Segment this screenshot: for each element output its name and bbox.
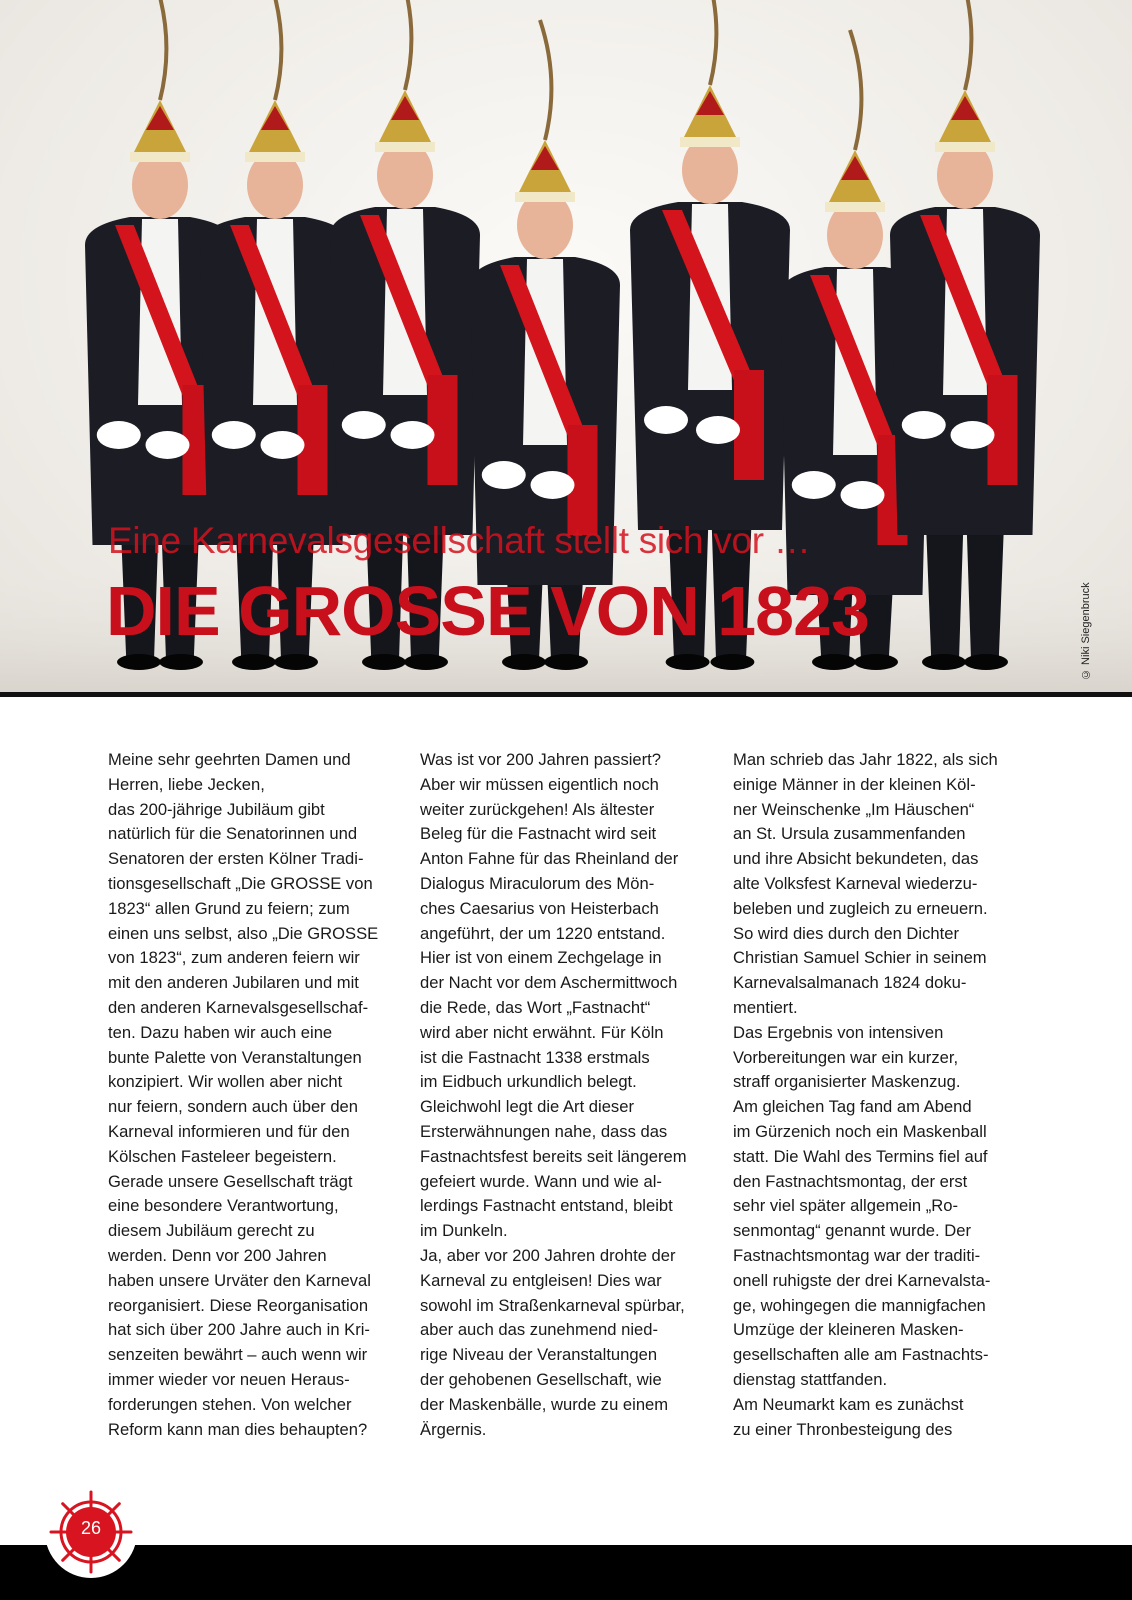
text-line: diesem Jubiläum gerecht zu xyxy=(108,1221,315,1241)
text-line: sehr viel später allgemein „Ro- xyxy=(733,1196,959,1216)
text-line: Senatoren der ersten Kölner Tradi- xyxy=(108,849,364,869)
text-line: und ihre Absicht bekundeten, das xyxy=(733,849,979,869)
hero-divider xyxy=(0,692,1132,697)
text-line: senzeiten bewährt – auch wenn wir xyxy=(108,1345,368,1365)
text-line: Gleichwohl legt die Art dieser xyxy=(420,1097,634,1117)
photo-credit: © Niki Siegenbruck xyxy=(1080,582,1092,680)
text-line: haben unsere Urväter den Karneval xyxy=(108,1270,371,1290)
text-column-2 xyxy=(420,748,720,1442)
text-line: eine besondere Verantwortung, xyxy=(108,1196,339,1216)
text-line: forderungen stehen. Von welcher xyxy=(108,1394,352,1414)
text-line: Beleg für die Fastnacht wird seit xyxy=(420,824,657,844)
text-line: Meine sehr geehrten Damen und xyxy=(108,750,351,769)
text-line: Karneval zu entgleisen! Dies war xyxy=(420,1270,662,1290)
text-line: alte Volksfest Karneval wiederzu- xyxy=(733,873,978,893)
text-line: werden. Denn vor 200 Jahren xyxy=(108,1245,327,1265)
text-line: 1823“ allen Grund zu feiern; zum xyxy=(108,898,350,918)
text-line: den anderen Karnevalsgesellschaf- xyxy=(108,997,369,1017)
text-line: Man schrieb das Jahr 1822, als sich xyxy=(733,750,998,769)
text-line: Karnevalsalmanach 1824 doku- xyxy=(733,973,967,993)
text-line: statt. Die Wahl des Termins fiel auf xyxy=(733,1146,988,1166)
text-line: Karneval informieren und für den xyxy=(108,1121,350,1141)
text-line: So wird dies durch den Dichter xyxy=(733,923,959,943)
text-line: onell ruhigste der drei Karnevalsta- xyxy=(733,1270,991,1290)
page-title: DIE GROSSE VON 1823 xyxy=(106,572,869,650)
text-line: Gerade unsere Gesellschaft trägt xyxy=(108,1171,353,1191)
text-line: angeführt, der um 1220 entstand. xyxy=(420,923,666,943)
text-line: ches Caesarius von Heisterbach xyxy=(420,898,659,918)
text-line: tionsgesellschaft „Die GROSSE von xyxy=(108,873,373,893)
text-line: Anton Fahne für das Rheinland der xyxy=(420,849,679,869)
text-line: die Rede, das Wort „Fastnacht“ xyxy=(420,997,651,1017)
text-line: Am Neumarkt kam es zunächst xyxy=(733,1394,964,1414)
text-line: Herren, liebe Jecken, xyxy=(108,774,265,794)
text-column-3 xyxy=(733,748,1033,1442)
text-line: Ärgernis. xyxy=(420,1419,487,1439)
text-line: Aber wir müssen eigentlich noch xyxy=(420,774,659,794)
text-line: den Fastnachtsmontag, der erst xyxy=(733,1171,968,1191)
text-line: mit den anderen Jubilaren und mit xyxy=(108,973,359,993)
text-line: gesellschaften alle am Fastnachts- xyxy=(733,1345,989,1365)
text-line: Fastnachtsmontag war der traditi- xyxy=(733,1245,981,1265)
text-line: der gehobenen Gesellschaft, wie xyxy=(420,1369,662,1389)
text-line: konzipiert. Wir wollen aber nicht xyxy=(108,1072,343,1092)
text-line: der Maskenbälle, wurde zu einem xyxy=(420,1394,669,1414)
text-line: dienstag stattfanden. xyxy=(733,1369,888,1389)
text-line: ner Weinschenke „Im Häuschen“ xyxy=(733,799,975,819)
text-column-1 xyxy=(108,748,408,1442)
text-line: von 1823“, zum anderen feiern wir xyxy=(108,948,360,968)
text-line: weiter zurückgehen! Als ältester xyxy=(420,799,655,819)
text-line: senmontag“ genannt wurde. Der xyxy=(733,1221,971,1241)
text-line: wird aber nicht erwähnt. Für Köln xyxy=(420,1022,664,1042)
text-line: zu einer Thronbesteigung des xyxy=(733,1419,953,1439)
text-line: lerdings Fastnacht entstand, bleibt xyxy=(420,1196,673,1216)
text-line: hat sich über 200 Jahre auch in Kri- xyxy=(108,1320,370,1340)
text-line: straff organisierter Maskenzug. xyxy=(733,1072,961,1092)
text-line: Ja, aber vor 200 Jahren drohte der xyxy=(420,1245,676,1265)
text-line: im Eidbuch urkundlich belegt. xyxy=(420,1072,637,1092)
text-line: Christian Samuel Schier in seinem xyxy=(733,948,987,968)
text-line: Vorbereitungen war ein kurzer, xyxy=(733,1047,959,1067)
text-line: Dialogus Miraculorum des Mön- xyxy=(420,873,655,893)
text-line: aber auch das zunehmend nied- xyxy=(420,1320,659,1340)
text-line: Hier ist von einem Zechgelage in xyxy=(420,948,662,968)
text-line: mentiert. xyxy=(733,997,798,1017)
text-line: einen uns selbst, also „Die GROSSE xyxy=(108,923,379,943)
text-line: Das Ergebnis von intensiven xyxy=(733,1022,944,1042)
text-line: Reform kann man dies behaupten? xyxy=(108,1419,368,1439)
text-line: reorganisiert. Diese Reorganisation xyxy=(108,1295,369,1315)
text-line: bunte Palette von Veranstaltungen xyxy=(108,1047,362,1067)
subtitle: Eine Karnevalsgesellschaft stellt sich vor … xyxy=(108,520,811,561)
text-line: der Nacht vor dem Aschermittwoch xyxy=(420,973,678,993)
text-line: Was ist vor 200 Jahren passiert? xyxy=(420,750,662,769)
text-line: Ersterwähnungen nahe, dass das xyxy=(420,1121,668,1141)
text-line: ten. Dazu haben wir auch eine xyxy=(108,1022,333,1042)
text-line: einige Männer in der kleinen Köl- xyxy=(733,774,976,794)
text-line: immer wieder vor neuen Heraus- xyxy=(108,1369,350,1389)
text-line: nur feiern, sondern auch über den xyxy=(108,1097,359,1117)
text-line: beleben und zugleich zu erneuern. xyxy=(733,898,988,918)
page-number: 26 xyxy=(80,1518,102,1538)
text-line: Am gleichen Tag fand am Abend xyxy=(733,1097,972,1117)
text-line: im Gürzenich noch ein Maskenball xyxy=(733,1121,987,1141)
text-line: das 200-jährige Jubiläum gibt xyxy=(108,799,325,819)
text-line: Kölschen Fasteleer begeistern. xyxy=(108,1146,337,1166)
text-line: ist die Fastnacht 1338 erstmals xyxy=(420,1047,650,1067)
text-line: sowohl im Straßenkarneval spürbar, xyxy=(420,1295,685,1315)
text-line: natürlich für die Senatorinnen und xyxy=(108,824,358,844)
text-line: im Dunkeln. xyxy=(420,1221,508,1241)
text-line: ge, wohingegen die mannigfachen xyxy=(733,1295,986,1315)
text-line: Umzüge der kleineren Masken- xyxy=(733,1320,964,1340)
text-line: gefeiert wurde. Wann und wie al- xyxy=(420,1171,662,1191)
text-line: rige Niveau der Veranstaltungen xyxy=(420,1345,658,1365)
hero-photo xyxy=(0,0,1132,692)
footer-bar xyxy=(0,1545,1132,1600)
text-line: Fastnachtsfest bereits seit längerem xyxy=(420,1146,687,1166)
text-line: an St. Ursula zusammenfanden xyxy=(733,824,966,844)
